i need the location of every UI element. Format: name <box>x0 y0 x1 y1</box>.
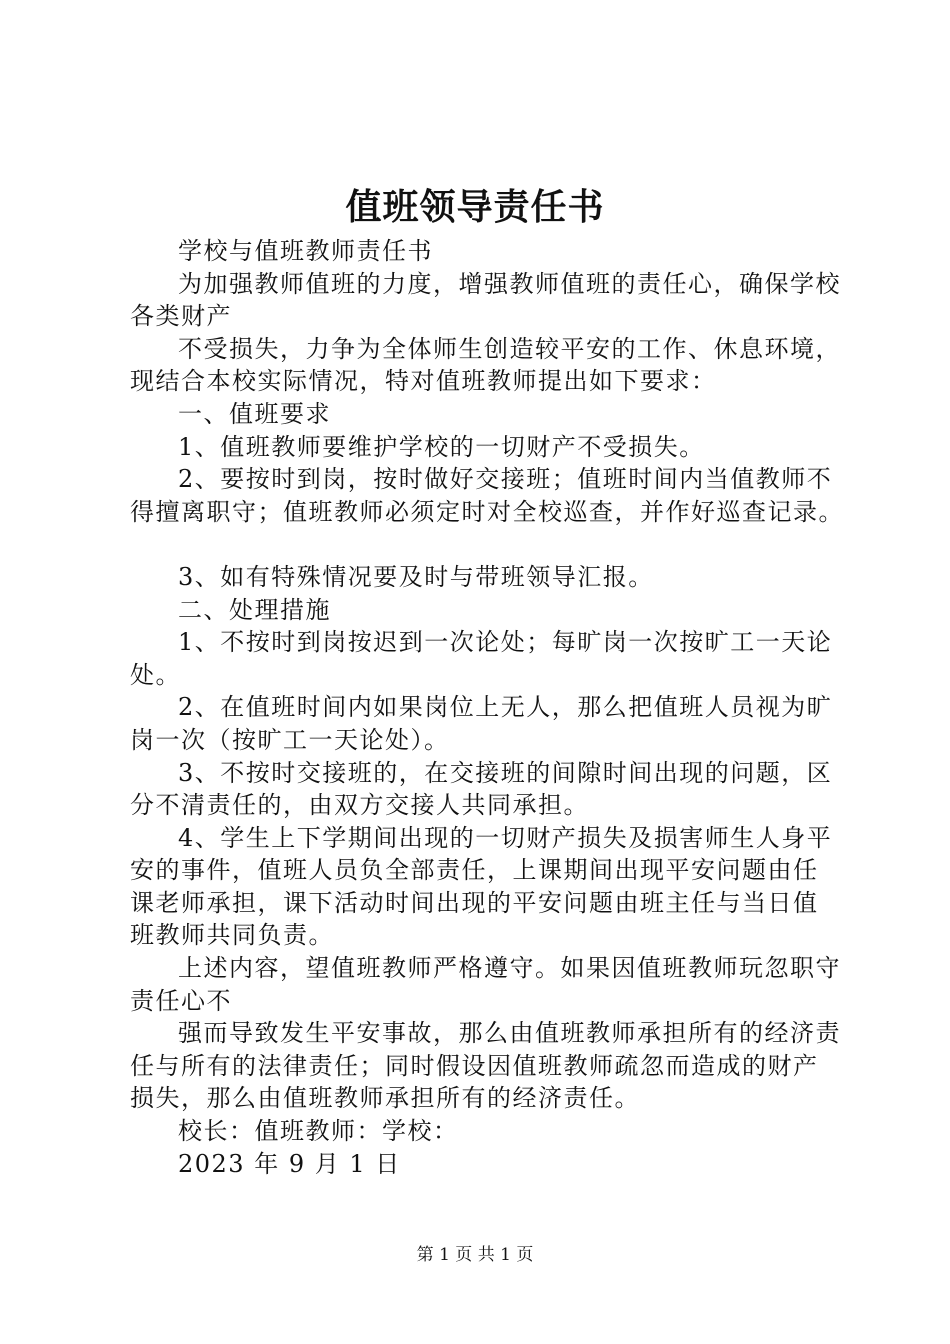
paragraph-line: 为加强教师值班的力度，增强教师值班的责任心，确保学校 <box>178 269 841 298</box>
paragraph-line: 学校与值班教师责任书 <box>178 237 433 265</box>
paragraph-line: 1、值班教师要维护学校的一切财产不受损失。 <box>178 432 705 461</box>
paragraph-line: 课老师承担，课下活动时间出现的平安问题由班主任与当日值 <box>130 888 819 917</box>
paragraph-line: 3、不按时交接班的，在交接班的间隙时间出现的问题，区 <box>178 758 833 787</box>
paragraph-line: 责任心不 <box>130 986 232 1015</box>
paragraph-line: 不受损失，力争为全体师生创造较平安的工作、休息环境， <box>178 334 841 363</box>
paragraph-line: 强而导致发生平安事故，那么由值班教师承担所有的经济责 <box>178 1019 841 1048</box>
paragraph-line: 2、在值班时间内如果岗位上无人，那么把值班人员视为旷 <box>178 693 833 722</box>
paragraph-line: 岗一次（按旷工一天论处）。 <box>130 725 450 754</box>
paragraph-line: 安的事件，值班人员负全部责任，上课期间出现平安问题由任 <box>130 856 819 885</box>
paragraph-line: 处。 <box>130 660 181 689</box>
document-body <box>130 235 844 1180</box>
paragraph-line: 现结合本校实际情况，特对值班教师提出如下要求： <box>130 367 717 396</box>
section-heading: 二、处理措施 <box>178 595 331 624</box>
paragraph-line: 班教师共同负责。 <box>130 921 334 950</box>
page-number-footer: 第 1 页 共 1 页 <box>416 1245 534 1265</box>
paragraph-line: 损失，那么由值班教师承担所有的经济责任。 <box>130 1084 640 1113</box>
blank-line <box>130 528 835 561</box>
signature-line: 校长：值班教师：学校： <box>178 1117 459 1146</box>
paragraph-line: 1、不按时到岗按迟到一次论处；每旷岗一次按旷工一天论 <box>178 628 833 657</box>
date-line: 2023 年 9 月 1 日 <box>178 1149 401 1178</box>
paragraph-line: 2、要按时到岗，按时做好交接班；值班时间内当值教师不 <box>178 465 833 494</box>
paragraph-line: 上述内容，望值班教师严格遵守。如果因值班教师玩忽职守 <box>178 954 841 983</box>
paragraph-line: 得擅离职守；值班教师必须定时对全校巡查，并作好巡查记录。 <box>130 497 844 526</box>
paragraph-line: 3、如有特殊情况要及时与带班领导汇报。 <box>178 562 654 591</box>
paragraph-line: 分不清责任的，由双方交接人共同承担。 <box>130 791 589 820</box>
paragraph-line: 各类财产 <box>130 302 232 331</box>
paragraph-line: 任与所有的法律责任；同时假设因值班教师疏忽而造成的财产 <box>130 1051 819 1080</box>
section-heading: 一、值班要求 <box>178 399 331 428</box>
document-title: 值班领导责任书 <box>345 187 605 228</box>
paragraph-line: 4、学生上下学期间出现的一切财产损失及损害师生人身平 <box>178 823 833 852</box>
